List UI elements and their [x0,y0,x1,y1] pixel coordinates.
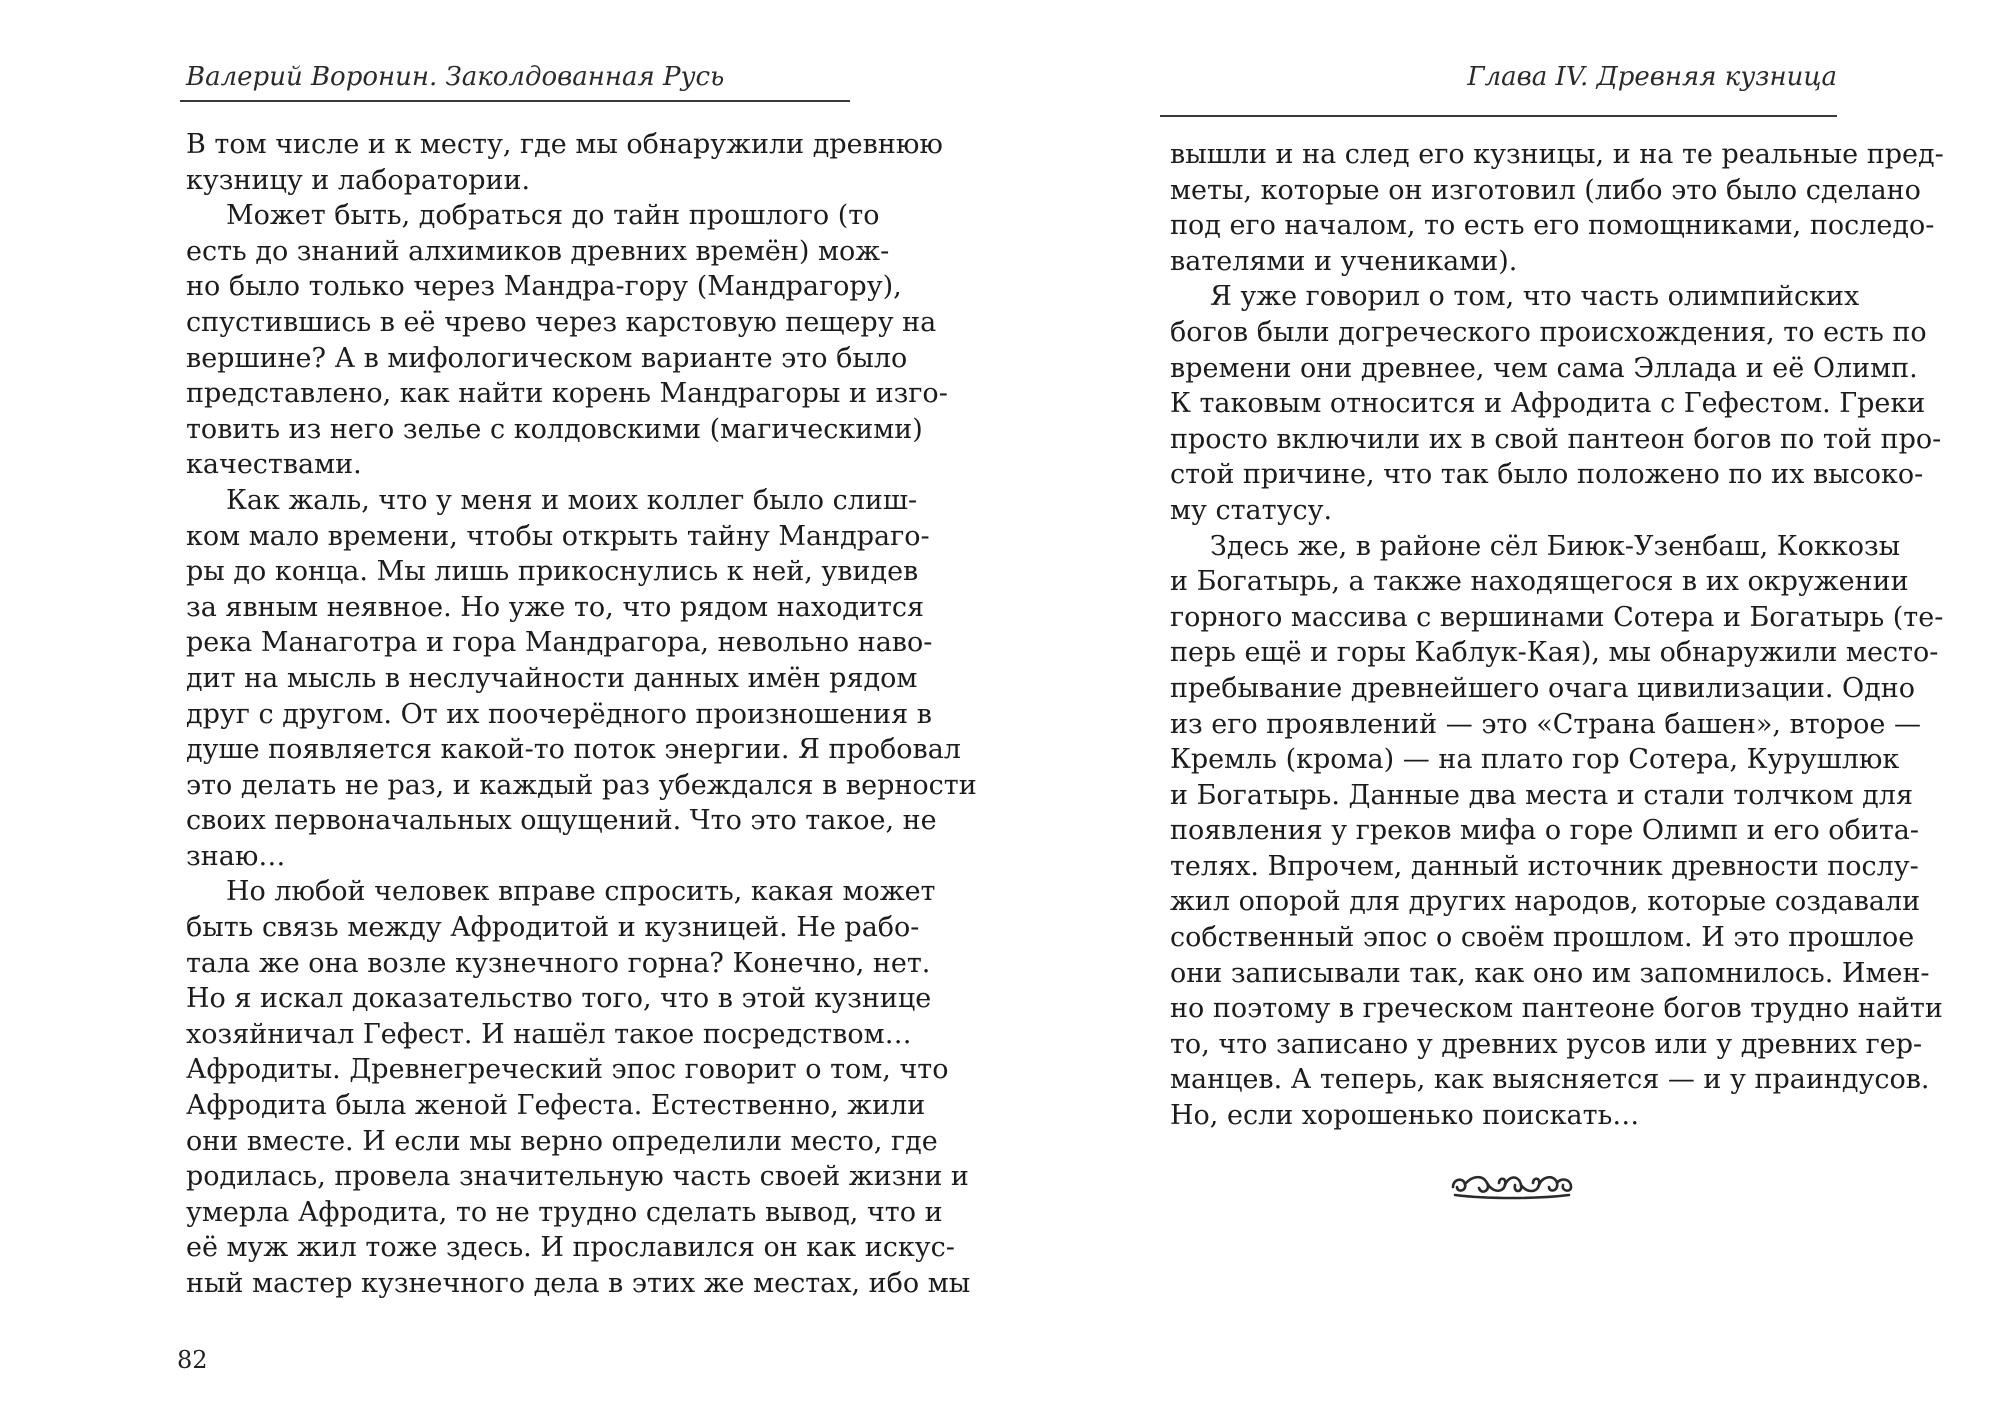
text-line: телях. Впрочем, данный источник древности послу- [1170,850,1919,882]
text-line: вателями и учениками). [1170,245,1518,277]
text-line: представлено, как найти корень Мандрагоры и изго- [186,378,948,410]
text-line: но было только через Мандра-гору (Мандрагору), [186,271,902,303]
text-line: му статусу. [1170,494,1333,526]
text-line: то, что записано у древних русов или у древних гер- [1170,1028,1923,1060]
running-head-right: Глава IV. Древняя кузница [1467,62,1837,92]
text-line: качествами. [186,449,362,481]
left-body-text [186,127,977,1302]
text-line: река Манаготра и гора Мандрагора, невольно наво- [186,627,933,659]
text-line: и Богатырь, а также находящегося в их окружении [1170,566,1909,598]
right-body-text [1170,137,1944,1134]
text-line: дит на мысль в неслучайности данных имён рядом [186,662,918,694]
text-line: Я уже говорил о том, что часть олимпийских [1210,281,1860,313]
running-head-left: Валерий Воронин. Заколдованная Русь [186,62,725,92]
text-line: под его началом, то есть его помощниками, последо- [1170,210,1935,242]
text-line: Кремль (крома) — на плато гор Сотера, Курушлюк [1170,744,1900,776]
text-line: товить из него зелье с колдовскими (магическими) [186,413,923,445]
text-line: Афродиты. Древнегреческий эпос говорит о том, что [186,1054,949,1086]
right-page [1000,0,2000,1425]
text-line: Но я искал доказательство того, что в этой кузнице [186,983,932,1015]
text-line: они записывали так, как оно им запомнилось. Имен- [1170,957,1930,989]
header-rule-left [180,100,850,102]
text-line: времени они древнее, чем сама Эллада и её Олимп. [1170,352,1918,384]
page-number: 82 [177,1346,208,1374]
text-line: горного массива с вершинами Сотера и Богатырь (те- [1170,601,1944,633]
text-line: Может быть, добраться до тайн прошлого (то [226,200,880,232]
text-line: богов были догреческого происхождения, то есть по [1170,316,1927,348]
text-line: есть до знаний алхимиков древних времён) мож- [186,235,890,267]
text-line: хозяйничал Гефест. И нашёл такое посредством… [186,1018,912,1050]
text-line: кузницу и лаборатории. [186,164,531,196]
text-line: своих первоначальных ощущений. Что это такое, не [186,805,937,837]
text-line: манцев. А теперь, как выясняется — и у праиндусов. [1170,1064,1930,1096]
text-line: спустившись в её чрево через карстовую пещеру на [186,306,937,338]
text-line: душе появляется какой-то поток энергии. Я пробовал [186,734,961,766]
text-line: пребывание древнейшего очага цивилизации. Одно [1170,672,1916,704]
text-line: ком мало времени, чтобы открыть тайну Мандраго- [186,520,930,552]
text-line: жил опорой для других народов, которые создавали [1170,886,1921,918]
header-rule-right [1160,115,1837,117]
text-line: вышли и на след его кузницы, и на те реальные пред- [1170,139,1944,170]
text-line: её муж жил тоже здесь. И прославился он как искус- [186,1232,955,1264]
text-line: ры до конца. Мы лишь прикоснулись к ней, увидев [186,556,919,588]
text-line: Но, если хорошенько поискать… [1170,1100,1640,1132]
text-line: и Богатырь. Данные два места и стали толчком для [1170,779,1913,811]
text-line: В том числе и к месту, где мы обнаружили древнюю [186,129,943,160]
text-line: появления у греков мифа о горе Олимп и его обита- [1170,815,1919,847]
text-line: Здесь же, в районе сёл Биюк-Узенбаш, Коккозы [1210,530,1901,562]
text-line: Как жаль, что у меня и моих коллег было слиш- [226,484,918,516]
text-line: это делать не раз, и каждый раз убеждался в верности [186,769,977,801]
text-line: из его проявлений — это «Страна башен», второе — [1170,708,1921,740]
text-line: просто включили их в свой пантеон богов по той про- [1170,423,1942,455]
text-line: перь ещё и горы Каблук-Кая), мы обнаружили место- [1170,637,1939,669]
text-line: меты, которые он изготовил (либо это было сделано [1170,174,1921,206]
text-line: они вместе. И если мы верно определили место, где [186,1125,938,1157]
text-line: умерла Афродита, то не трудно сделать вывод, что и [186,1196,943,1228]
text-line: друг с другом. От их поочерёдного произношения в [186,698,932,730]
text-line: ный мастер кузнечного дела в этих же местах, ибо мы [186,1268,971,1299]
text-line: Но любой человек вправе спросить, какая может [226,876,936,908]
text-line: знаю… [186,840,286,872]
text-line: вершине? А в мифологическом варианте это было [186,342,908,374]
text-line: собственный эпос о своём прошлом. И это прошлое [1170,922,1915,954]
text-line: стой причине, что так было положено по их высоко- [1170,459,1924,491]
scroll-ornament-icon [1447,1167,1577,1203]
text-line: но поэтому в греческом пантеоне богов трудно найти [1170,993,1943,1025]
text-line: К таковым относится и Афродита с Гефестом. Греки [1170,388,1926,420]
text-line: Афродита была женой Гефеста. Естественно, жили [186,1090,926,1122]
text-line: быть связь между Афродитой и кузницей. Не рабо- [186,912,920,944]
text-line: тала же она возле кузнечного горна? Конечно, нет. [186,947,931,979]
text-line: за явным неявное. Но уже то, что рядом находится [186,591,925,623]
text-line: родилась, провела значительную часть своей жизни и [186,1161,969,1193]
